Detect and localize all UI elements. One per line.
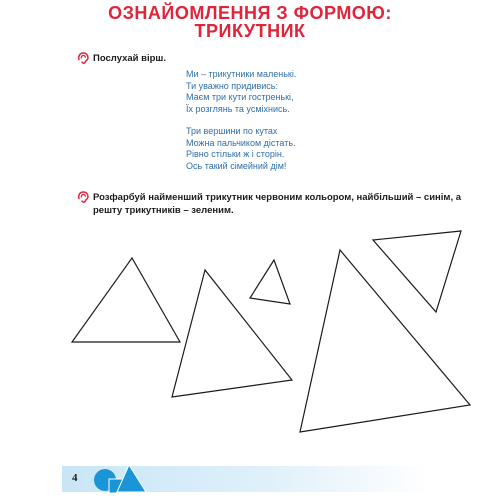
poem-line: Можна пальчиком дістать.: [186, 137, 296, 148]
page-title-line-1: ОЗНАЙОМЛЕННЯ З ФОРМОЮ:: [108, 3, 392, 23]
task-2-line-2: решту трикутників – зеленим.: [93, 205, 234, 216]
poem-line: Рівно стільки ж і сторін.: [186, 149, 285, 159]
poem-line: Ти уважно придивись:: [186, 80, 278, 91]
triangle-smallest[interactable]: [250, 260, 290, 304]
triangle-left-medium[interactable]: [72, 258, 180, 342]
circle-square-triangle-icon: [92, 462, 162, 494]
poem-line: Маєм три кути гостренькі,: [186, 92, 294, 102]
poem-line: Їх розглянь та усміхнись.: [186, 103, 290, 114]
triangle-top-right[interactable]: [373, 231, 461, 312]
task-1-instruction: Послухай вірш.: [93, 53, 166, 64]
poem-line: Ми – трикутники маленькі.: [186, 69, 297, 79]
poem-line: Ось такий сімейний дім!: [186, 160, 287, 171]
task-2-line-1: Розфарбуй найменший трикутник червоним кольором, найбільший – синім, а: [93, 192, 462, 203]
page-number: 4: [72, 472, 78, 484]
poem-line: Три вершини по кутах: [186, 126, 278, 136]
page-title-line-2: ТРИКУТНИК: [194, 21, 306, 41]
